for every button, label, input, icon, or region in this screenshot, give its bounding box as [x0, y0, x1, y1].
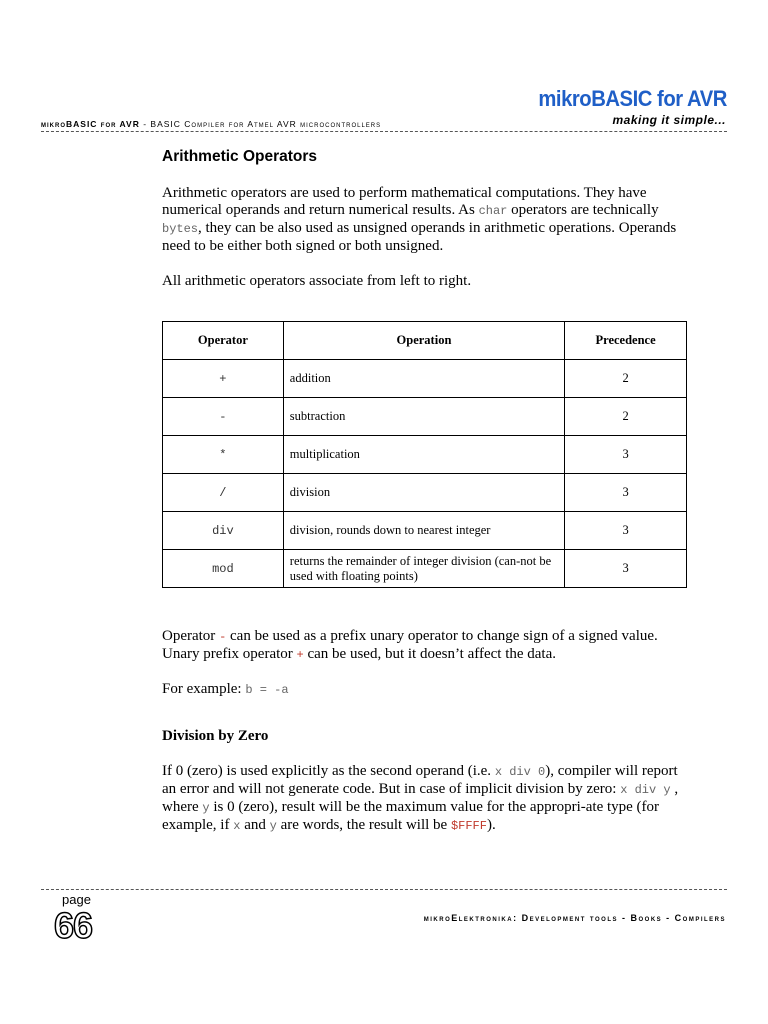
precedence-cell: 3 — [565, 550, 687, 588]
precedence-cell: 2 — [565, 398, 687, 436]
operation-cell: division, rounds down to nearest integer — [283, 512, 564, 550]
code-ffff: $FFFF — [450, 819, 487, 833]
table-header-row — [163, 322, 687, 360]
table-row — [163, 360, 687, 398]
unary-text-2: can be used as a prefix unary operator to change sign of a signed value. Unary prefix operator — [162, 628, 658, 662]
page-number: 66 — [54, 905, 93, 946]
brand-logo: mikroBASIC for AVR — [538, 86, 727, 111]
operation-cell: multiplication — [283, 436, 564, 474]
table-row — [163, 474, 687, 512]
header-product: mikroBASIC for AVR — [41, 119, 140, 129]
dbz-text-2: ), compiler will report an error and will not generate code. But in case of implicit division by zero: — [162, 763, 678, 797]
code-x-div-0: x div 0 — [494, 765, 546, 779]
dbz-text-4: is 0 (zero), result will be the maximum value for the appropri-ate type (for example, if — [162, 799, 660, 833]
precedence-cell: 2 — [565, 360, 687, 398]
code-plus: + — [296, 648, 304, 662]
code-y-2: y — [269, 819, 277, 833]
dbz-text-7: ). — [486, 817, 496, 833]
precedence-cell: 3 — [565, 474, 687, 512]
operation-cell: division — [283, 474, 564, 512]
section-title: Arithmetic Operators — [162, 148, 318, 165]
table-row — [163, 550, 687, 588]
dbz-text-5: and — [240, 817, 270, 833]
intro-text-2: operators are technically — [507, 202, 659, 218]
code-bytes: bytes — [162, 222, 199, 236]
table-row — [163, 512, 687, 550]
table-row — [163, 436, 687, 474]
unary-text-3: can be used, but it doesn’t affect the data. — [303, 646, 557, 662]
intro-text-3: , they can be also used as unsigned operands in arithmetic operations. Operands need to be either both signed or both unsigned. — [162, 220, 677, 254]
unary-paragraph — [162, 628, 692, 664]
code-x-div-y: x div y — [620, 783, 671, 797]
operation-cell: returns the remainder of integer division (can-not be used with floating points) — [283, 550, 564, 588]
header-subtitle — [41, 119, 381, 129]
operators-table — [162, 321, 687, 588]
example-code: b = -a — [245, 683, 289, 697]
operation-cell: addition — [283, 360, 564, 398]
precedence-cell: 3 — [565, 436, 687, 474]
footer-divider — [41, 889, 727, 890]
operation-cell: subtraction — [283, 398, 564, 436]
dbz-text-6: are words, the result will be — [276, 817, 451, 833]
header-separator: - — [139, 119, 151, 129]
footer-publisher: mikroElektronika: Development tools - Books - Compilers — [423, 913, 726, 923]
header-description: BASIC Compiler for Atmel AVR microcontrollers — [150, 119, 382, 129]
intro-text-1: Arithmetic operators are used to perform mathematical computations. They have numerical operands and return numerical results. As — [162, 185, 647, 218]
table-row — [163, 398, 687, 436]
code-minus: - — [219, 630, 227, 644]
code-char: char — [478, 204, 508, 218]
example-label: For example: — [162, 681, 246, 697]
header-divider — [41, 131, 727, 132]
division-by-zero-paragraph — [162, 763, 692, 835]
intro-paragraph — [162, 185, 692, 255]
operator-cell: + — [163, 360, 284, 398]
header-precedence: Precedence — [565, 322, 687, 360]
operator-cell: - — [163, 398, 284, 436]
associativity-paragraph: All arithmetic operators associate from left to right. — [162, 273, 472, 289]
page-label: page — [62, 892, 91, 907]
dbz-text-1: If 0 (zero) is used explicitly as the second operand (i.e. — [162, 763, 495, 779]
subsection-title: Division by Zero — [162, 728, 269, 744]
code-x: x — [233, 819, 241, 833]
brand-tagline: making it simple... — [612, 113, 726, 127]
header-operation: Operation — [283, 322, 564, 360]
dbz-text-3: , where — [162, 781, 679, 815]
operator-cell: * — [163, 436, 284, 474]
operator-cell: mod — [163, 550, 284, 588]
precedence-cell: 3 — [565, 512, 687, 550]
header-operator: Operator — [163, 322, 284, 360]
operator-cell: div — [163, 512, 284, 550]
example-paragraph — [162, 681, 692, 699]
unary-text-1: Operator — [162, 628, 220, 644]
code-y: y — [202, 801, 210, 815]
operator-cell: / — [163, 474, 284, 512]
